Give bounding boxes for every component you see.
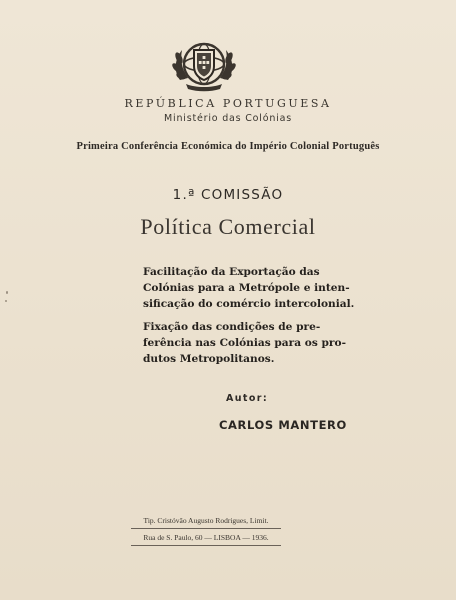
address-line: Rua de S. Paulo, 60 — LISBOA — 1936.	[143, 533, 269, 542]
paper-speck	[6, 291, 8, 294]
conference-title: Primeira Conferência Económica do Império Colonial Português	[76, 141, 380, 152]
topic-block-2	[143, 319, 383, 367]
ministry-heading: Ministério das Colónias	[164, 113, 292, 124]
topic-1-line-1: Facilitação da Exportação das	[143, 266, 320, 278]
imprint-rule-2	[131, 545, 281, 546]
paper-speck	[5, 300, 7, 302]
commission-subject: Política Comercial	[140, 214, 316, 239]
commission-number: 1.ª COMISSÃO	[172, 187, 284, 203]
topic-1-line-2: Colónias para a Metrópole e inten-	[143, 282, 350, 294]
author-label: Autor:	[226, 393, 269, 404]
topic-block-1	[143, 264, 383, 312]
topic-2-line-3: dutos Metropolitanos.	[143, 353, 275, 365]
topic-1-line-3: sificação do comércio intercolonial.	[143, 298, 355, 310]
author-name: CARLOS MANTERO	[219, 418, 347, 432]
imprint-rule-1	[131, 528, 281, 529]
printer-line: Tip. Cristóvão Augusto Rodrigues, Limit.	[143, 516, 269, 525]
republic-heading: REPÚBLICA PORTUGUESA	[124, 97, 332, 110]
topic-2-line-2: ferência nas Colónias para os pro-	[143, 337, 346, 349]
topic-2-line-1: Fixação das condições de pre-	[143, 321, 321, 333]
coat-of-arms-icon	[170, 36, 238, 92]
